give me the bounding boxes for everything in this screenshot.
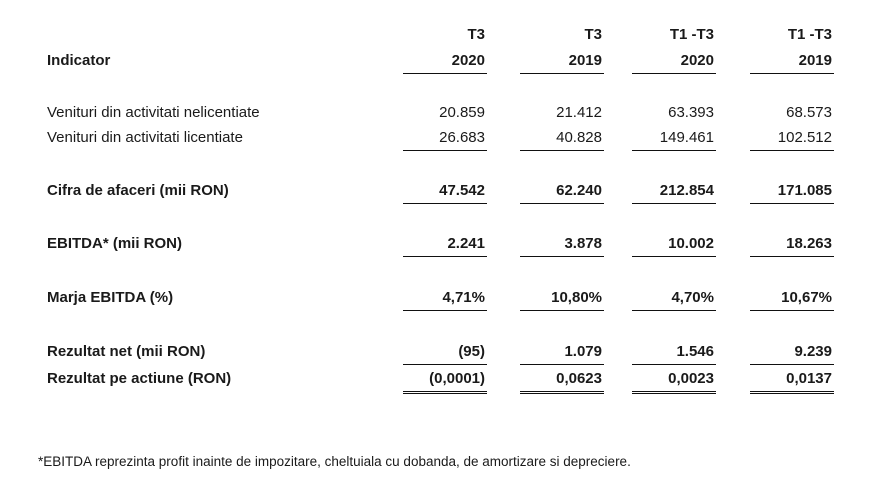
row-label-rezultat-net: Rezultat net (mii RON) xyxy=(47,343,206,360)
cell-cifra-t1t3-2019: 171.085 xyxy=(777,182,832,199)
cell-rezultat-net-t3-2020: (95) xyxy=(458,343,485,360)
ebitda-underline-1 xyxy=(403,256,487,257)
cell-licentiate-t3-2019: 40.828 xyxy=(556,129,602,146)
cell-nelicentiate-t3-2019: 21.412 xyxy=(556,104,602,121)
marja-underline-2 xyxy=(520,310,604,311)
col-header-1-line1: T3 xyxy=(467,26,485,43)
cell-marja-t1t3-2019: 10,67% xyxy=(781,289,832,306)
cell-marja-t1t3-2020: 4,70% xyxy=(671,289,714,306)
final-double-underline-2 xyxy=(520,391,604,394)
cell-nelicentiate-t1t3-2020: 63.393 xyxy=(668,104,714,121)
cell-cifra-t3-2020: 47.542 xyxy=(439,182,485,199)
col-header-2-line2: 2019 xyxy=(568,52,602,69)
cell-ebitda-t1t3-2020: 10.002 xyxy=(668,235,714,252)
header-underline-3 xyxy=(632,73,716,74)
marja-underline-1 xyxy=(403,310,487,311)
footnote: *EBITDA reprezinta profit inainte de impozitare, cheltuiala cu dobanda, de amortizare si depreciere. xyxy=(38,454,631,469)
cell-rezultat-net-t3-2019: 1.079 xyxy=(564,343,602,360)
final-double-underline-3 xyxy=(632,391,716,394)
subtotal-line-3 xyxy=(632,150,716,151)
row-label-marja-ebitda: Marja EBITDA (%) xyxy=(47,289,174,306)
col-header-4-line1: T1 -T3 xyxy=(787,26,832,43)
rezultat-net-underline-3 xyxy=(632,364,716,365)
row-label-rezultat-actiune: Rezultat pe actiune (RON) xyxy=(47,370,232,387)
cell-nelicentiate-t1t3-2019: 68.573 xyxy=(786,104,832,121)
cell-licentiate-t1t3-2020: 149.461 xyxy=(659,129,714,146)
ebitda-underline-3 xyxy=(632,256,716,257)
header-underline-4 xyxy=(750,73,834,74)
cell-marja-t3-2019: 10,80% xyxy=(551,289,602,306)
cell-cifra-t1t3-2020: 212.854 xyxy=(659,182,714,199)
col-header-1-line2: 2020 xyxy=(451,52,485,69)
final-double-underline-4 xyxy=(750,391,834,394)
subtotal-line-1 xyxy=(403,150,487,151)
row-label-cifra-afaceri: Cifra de afaceri (mii RON) xyxy=(47,182,229,199)
cifra-underline-2 xyxy=(520,203,604,204)
cell-ebitda-t3-2019: 3.878 xyxy=(564,235,602,252)
col-header-3-line1: T1 -T3 xyxy=(669,26,714,43)
indicator-header: Indicator xyxy=(47,52,111,69)
cell-licentiate-t3-2020: 26.683 xyxy=(439,129,485,146)
cell-rezultat-actiune-t3-2020: (0,0001) xyxy=(429,370,485,387)
cell-marja-t3-2020: 4,71% xyxy=(442,289,485,306)
col-header-4-line2: 2019 xyxy=(798,52,832,69)
cifra-underline-1 xyxy=(403,203,487,204)
col-header-3-line2: 2020 xyxy=(680,52,714,69)
cifra-underline-3 xyxy=(632,203,716,204)
rezultat-net-underline-4 xyxy=(750,364,834,365)
cell-rezultat-actiune-t3-2019: 0,0623 xyxy=(556,370,602,387)
marja-underline-4 xyxy=(750,310,834,311)
ebitda-underline-4 xyxy=(750,256,834,257)
cell-ebitda-t1t3-2019: 18.263 xyxy=(786,235,832,252)
rezultat-net-underline-2 xyxy=(520,364,604,365)
header-underline-1 xyxy=(403,73,487,74)
col-header-2-line1: T3 xyxy=(584,26,602,43)
cifra-underline-4 xyxy=(750,203,834,204)
header-underline-2 xyxy=(520,73,604,74)
cell-licentiate-t1t3-2019: 102.512 xyxy=(777,129,832,146)
cell-rezultat-net-t1t3-2019: 9.239 xyxy=(794,343,832,360)
marja-underline-3 xyxy=(632,310,716,311)
row-label-licentiate: Venituri din activitati licentiate xyxy=(47,129,243,146)
cell-rezultat-actiune-t1t3-2019: 0,0137 xyxy=(786,370,832,387)
cell-nelicentiate-t3-2020: 20.859 xyxy=(439,104,485,121)
final-double-underline-1 xyxy=(403,391,487,394)
subtotal-line-4 xyxy=(750,150,834,151)
cell-rezultat-net-t1t3-2020: 1.546 xyxy=(676,343,714,360)
row-label-nelicentiate: Venituri din activitati nelicentiate xyxy=(47,104,260,121)
subtotal-line-2 xyxy=(520,150,604,151)
rezultat-net-underline-1 xyxy=(403,364,487,365)
cell-ebitda-t3-2020: 2.241 xyxy=(447,235,485,252)
ebitda-underline-2 xyxy=(520,256,604,257)
cell-rezultat-actiune-t1t3-2020: 0,0023 xyxy=(668,370,714,387)
row-label-ebitda: EBITDA* (mii RON) xyxy=(47,235,182,252)
cell-cifra-t3-2019: 62.240 xyxy=(556,182,602,199)
